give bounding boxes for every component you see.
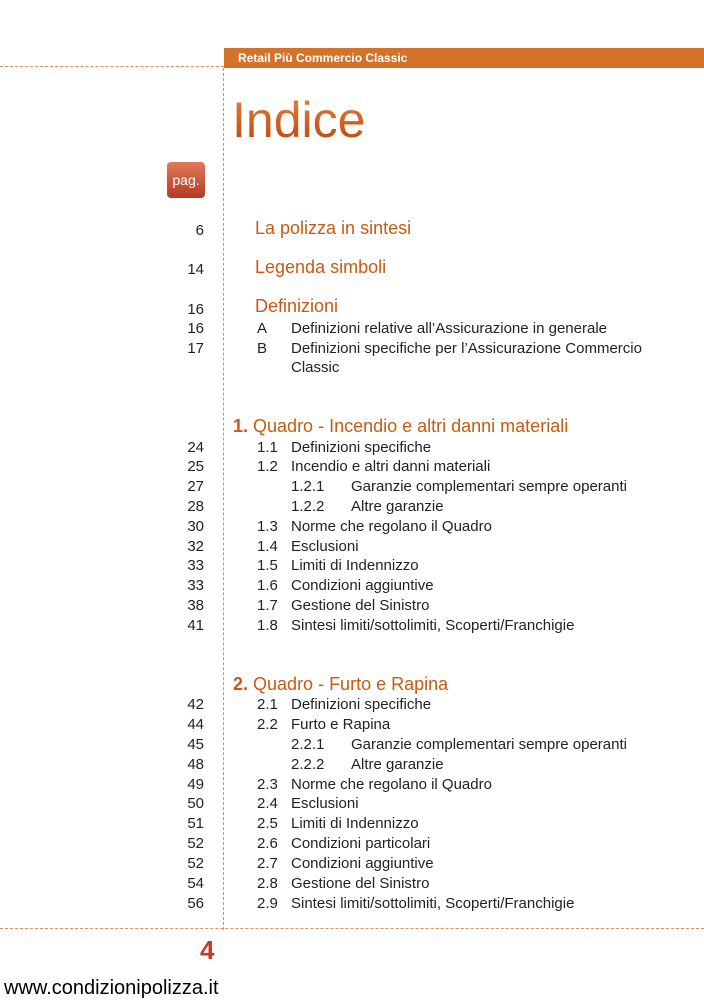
toc-entry-number: 1.5 (257, 557, 278, 574)
toc-page: 42 (187, 696, 204, 713)
toc-entry-number: 2.5 (257, 815, 278, 832)
toc-page: 33 (187, 577, 204, 594)
toc-page: 16 (187, 301, 204, 318)
toc-section-title: La polizza in sintesi (255, 218, 412, 238)
toc-entry-title: Definizioni specifiche (291, 696, 432, 713)
toc-entry-title: Norme che regolano il Quadro (291, 776, 492, 793)
toc-page: 14 (187, 261, 204, 278)
toc-entry-number: 1.8 (257, 617, 278, 634)
toc-entry-number: A (257, 320, 268, 337)
toc-entry-number: 2.3 (257, 776, 278, 793)
toc-entry-title: Gestione del Sinistro (291, 875, 430, 892)
toc-page: 54 (187, 875, 204, 892)
toc-entry-title-line2: Classic (291, 359, 340, 376)
chapter-number: 1. (233, 416, 249, 436)
chapter-title: Quadro - Incendio e altri danni materiali (253, 416, 569, 436)
toc-page: 25 (187, 458, 204, 475)
toc-page: 32 (187, 538, 204, 555)
toc-entry-number: 1.1 (257, 439, 278, 456)
toc-entry-title: Limiti di Indennizzo (291, 557, 419, 574)
toc-page: 52 (187, 835, 204, 852)
toc-entry-number: 2.4 (257, 795, 278, 812)
toc-page: 38 (187, 597, 204, 614)
toc-page: 45 (187, 736, 204, 753)
toc-entry-title: Condizioni particolari (291, 835, 431, 852)
page-number: 4 (200, 935, 215, 965)
toc-section-title: Legenda simboli (255, 257, 387, 277)
toc-entry-title: Altre garanzie (351, 498, 444, 515)
chapter-number: 2. (233, 674, 249, 694)
toc-entry-title: Condizioni aggiuntive (291, 577, 434, 594)
toc-entry-title: Limiti di Indennizzo (291, 815, 419, 832)
toc-entry-title: Sintesi limiti/sottolimiti, Scoperti/Franchigie (291, 617, 575, 634)
toc-section-title: Definizioni (255, 296, 339, 316)
toc-entry-title: Condizioni aggiuntive (291, 855, 434, 872)
toc-page: 49 (187, 776, 204, 793)
toc-page: 30 (187, 518, 204, 535)
toc-entry-number: 2.1 (257, 696, 278, 713)
toc-entry-number: B (257, 340, 268, 357)
toc-entry-title: Norme che regolano il Quadro (291, 518, 492, 535)
toc-entry-number: 2.2.1 (291, 736, 325, 753)
vertical-dashed-rule (223, 68, 224, 930)
toc-entry-number: 1.2 (257, 458, 278, 475)
toc-entry-title: Incendio e altri danni materiali (291, 458, 491, 475)
toc-entry-number: 2.6 (257, 835, 278, 852)
chapter-heading (233, 674, 448, 695)
toc-page: 33 (187, 557, 204, 574)
toc-entry-title: Gestione del Sinistro (291, 597, 430, 614)
toc-page: 17 (187, 340, 204, 357)
toc-page: 48 (187, 756, 204, 773)
toc-entry-number: 1.4 (257, 538, 278, 555)
toc-page: 56 (187, 895, 204, 912)
toc-entry-title: Esclusioni (291, 795, 359, 812)
toc-entry-number: 1.2.2 (291, 498, 325, 515)
toc-entry-title: Sintesi limiti/sottolimiti, Scoperti/Franchigie (291, 895, 575, 912)
toc-entry-number: 1.2.1 (291, 478, 325, 495)
toc-entry-title: Definizioni specifiche (291, 439, 432, 456)
chapter-heading (233, 416, 568, 437)
toc-page: 51 (187, 815, 204, 832)
footer-url[interactable]: www.condizionipolizza.it (4, 977, 219, 999)
toc-page: 27 (187, 478, 204, 495)
toc-entry-number: 2.2 (257, 716, 278, 733)
toc-page: 52 (187, 855, 204, 872)
toc-entry-title: Furto e Rapina (291, 716, 391, 733)
toc-page: 6 (195, 222, 204, 239)
toc-page: 28 (187, 498, 204, 515)
toc-page: 44 (187, 716, 204, 733)
page-title: Indice (232, 92, 366, 148)
toc-entry-number: 2.2.2 (291, 756, 325, 773)
header-dashed-rule (0, 66, 224, 67)
header-bar (224, 48, 704, 68)
toc-entry-number: 2.9 (257, 895, 278, 912)
chapter-title: Quadro - Furto e Rapina (253, 674, 449, 694)
toc-entry-number: 2.7 (257, 855, 278, 872)
pag-badge: pag. (167, 162, 205, 198)
toc-entry-number: 2.8 (257, 875, 278, 892)
toc-entry-title: Definizioni relative all’Assicurazione in generale (291, 320, 607, 337)
toc-page: 24 (187, 439, 204, 456)
footer-dashed-rule (0, 928, 704, 929)
toc-page: 50 (187, 795, 204, 812)
toc-entry-title: Altre garanzie (351, 756, 444, 773)
toc-page: 41 (187, 617, 204, 634)
toc-entry-title: Definizioni specifiche per l’Assicurazione Commercio (291, 340, 642, 357)
toc-page: 16 (187, 320, 204, 337)
toc-entry-title: Garanzie complementari sempre operanti (351, 478, 627, 495)
toc-entry-number: 1.7 (257, 597, 278, 614)
toc-entry-title: Esclusioni (291, 538, 359, 555)
toc-entry-number: 1.6 (257, 577, 278, 594)
toc-entry-title: Garanzie complementari sempre operanti (351, 736, 627, 753)
header-title: Retail Più Commercio Classic (238, 51, 408, 65)
toc-entry-number: 1.3 (257, 518, 278, 535)
